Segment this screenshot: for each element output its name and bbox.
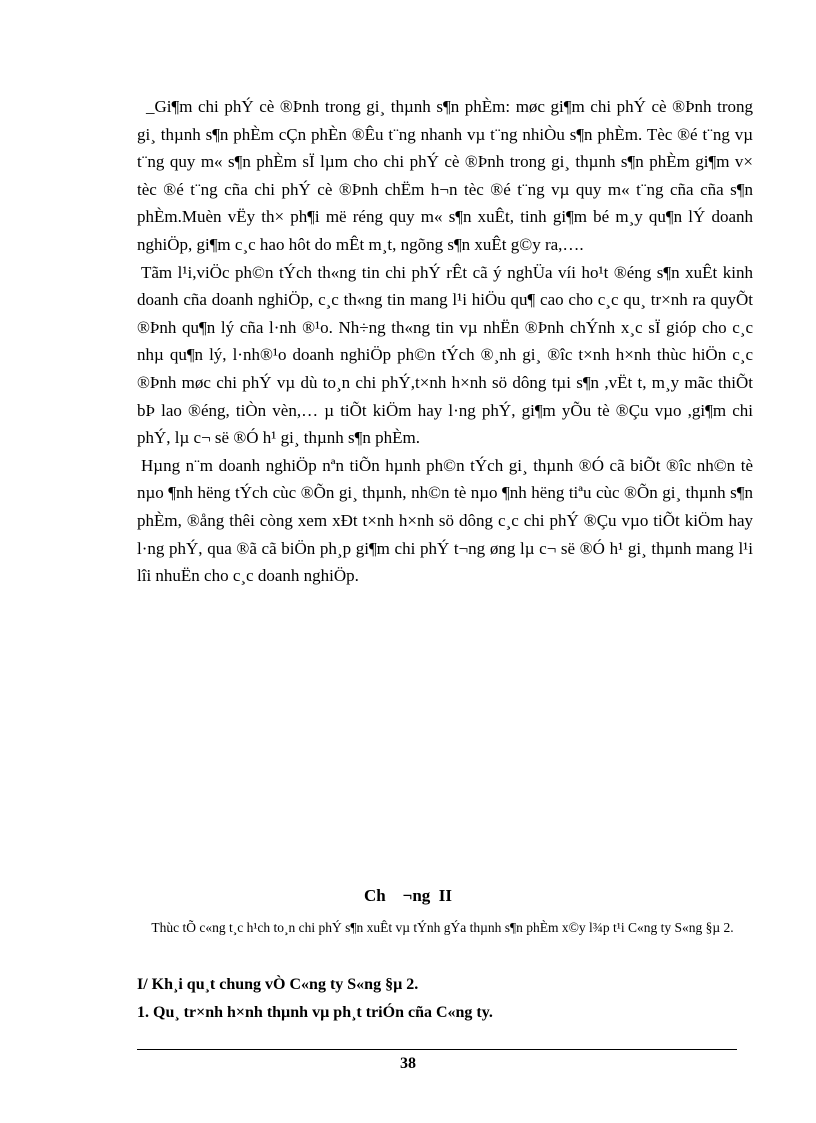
paragraph-3: Hµng n¨m doanh nghiÖp nªn tiÕn hµnh ph©n tÝch gi¸ thµnh ®Ó cã biÕt ®îc nh©n tè nµo ¶nh hëng tÝch cùc ®Õn gi¸ thµnh, nh©n tè nµo ¶nh hëng tiªu cùc ®Õn gi¸ thµnh s¶n phÈm, ®ång thêi còng xem xÐt t×nh h×nh sö dông c¸c chi phÝ ®Çu vµo tiÕt kiÖm hay l·ng phÝ, qua ®ã cã biÖn ph¸p gi¶m chi phÝ t¬ng øng lµ c¬ së ®Ó h¹ gi¸ thµnh mang l¹i lîi nhuËn cho c¸c doanh nghiÖp.: [137, 455, 753, 586]
body-text: [137, 93, 753, 590]
chapter-subtitle: Thùc tÕ c«ng t¸c h¹ch to¸n chi phÝ s¶n xuÊt vµ tÝnh gÝa thµnh s¶n phÈm x©y l¾p t¹i C«ng ty S«ng §µ 2.: [151, 920, 734, 935]
footer-divider: [137, 1049, 737, 1050]
section-heading-1: I/ Kh¸i qu¸t chung vÒ C«ng ty S«ng §µ 2.: [137, 976, 419, 993]
paragraph-2: Tãm l¹i,viÖc ph©n tÝch th«ng tin chi phÝ rÊt cã ý nghÜa víi ho¹t ®éng s¶n xuÊt kinh doanh cña doanh nghiÖp, c¸c th«ng tin mang l¹i hiÖu qu¶ cao cho c¸c qu¸ tr×nh ra quyÕt ®Þnh qu¶n lý cña l·nh ®¹o. Nh÷ng th«ng tin vµ nhËn ®Þnh chÝnh x¸c sÏ gióp cho c¸c nhµ qu¶n lý, l·nh®¹o doanh nghiÖp ph©n tÝch ®¸nh gi¸ ®îc t×nh h×nh thùc hiÖn c¸c ®Þnh møc chi phÝ vµ dù to¸n chi phÝ,t×nh h×nh sö dông tµi s¶n ,vËt t, m¸y mãc thiÕt bÞ lao ®éng, tiÒn vèn,… µ tiÕt kiÖm hay l·ng phÝ, gi¶m yÕu tè ®Çu vµo ,gi¶m chi phÝ, lµ c¬ së ®Ó h¹ gi¸ thµnh s¶n phÈm.: [137, 262, 753, 448]
chapter-title: Ch ¬ng II: [363, 886, 453, 905]
paragraph-1: _Gi¶m chi phÝ cè ®Þnh trong gi¸ thµnh s¶n phÈm: møc gi¶m chi phÝ cè ®Þnh trong gi¸ thµnh s¶n phÈm cÇn phÈn ®Êu t¨ng nhanh vµ t¨ng nhiÒu s¶n phÈm. Tèc ®é t¨ng vµ t¨ng quy m« s¶n phÈm sÏ lµm cho chi phÝ cè ®Þnh trong gi¸ thµnh s¶n phÈm gi¶m v× tèc ®é t¨ng cña chi phÝ cè ®Þnh chËm h¬n tèc ®é t¨ng vµ quy m« t¨ng cña cña s¶n phÈm.Muèn vËy th× ph¶i më réng quy m« s¶n xuÊt, tinh gi¶m bé m¸y qu¶n lÝ doanh nghiÖp, gi¶m c¸c hao hôt do mÊt m¸t, ngõng s¶n xuÊt g©y ra,….: [137, 97, 753, 254]
section-heading-2: 1. Qu¸ tr×nh h×nh thµnh vµ ph¸t triÓn cña C«ng ty.: [137, 1004, 493, 1021]
page-number: 38: [400, 1055, 416, 1072]
